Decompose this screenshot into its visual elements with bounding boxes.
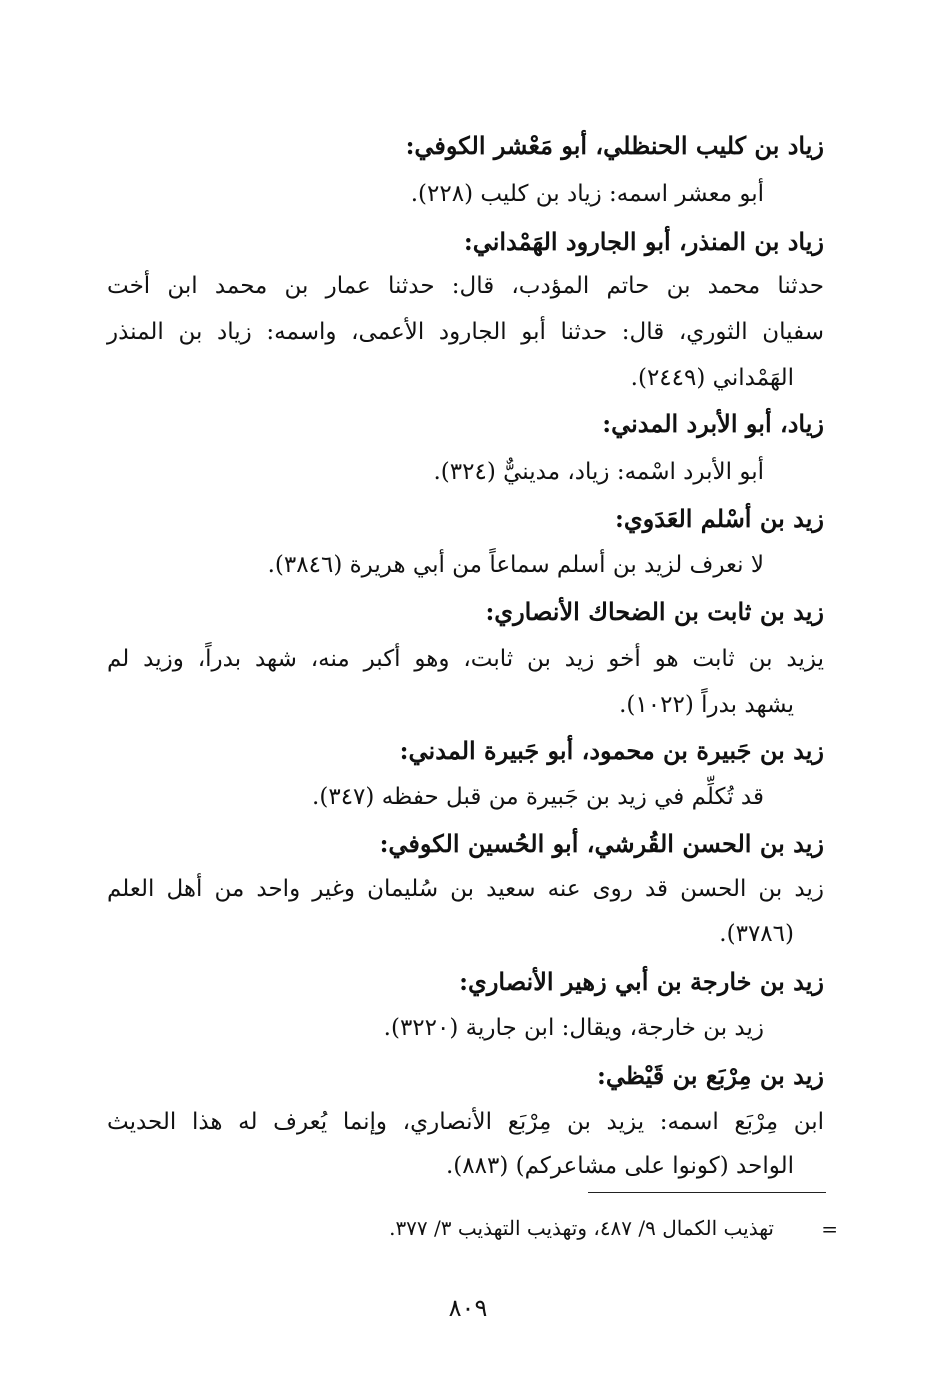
entry-text-line: يزيد بن ثابت هو أخو زيد بن ثابت، وهو أكبر منه، شهد بدراً، وزيد لم xyxy=(107,646,824,672)
entry-text-line: زيد بن الحسن قد روى عنه سعيد بن سُليمان وغير واحد من أهل العلم xyxy=(107,876,824,902)
entry-text-line: (٣٧٨٦). xyxy=(719,921,794,947)
entry-heading: زيد بن خارجة بن أبي زهير الأنصاري: xyxy=(459,967,824,996)
entry-heading: زياد، أبو الأبرد المدني: xyxy=(602,409,824,438)
entry-text-line: أبو معشر اسمه: زياد بن كليب (٢٢٨). xyxy=(410,181,764,207)
entry-text-line: الواحد (كونوا على مشاعركم) (٨٨٣). xyxy=(445,1153,794,1179)
entry-text-line: زيد بن خارجة، ويقال: ابن جارية (٣٢٢٠). xyxy=(383,1015,764,1041)
entry-heading: زيد بن أسْلم العَدَوي: xyxy=(615,504,824,533)
entry-heading: زياد بن المنذر، أبو الجارود الهَمْداني: xyxy=(463,227,824,256)
entry-text-line: قد تُكلِّم في زيد بن جَبيرة من قبل حفظه (٣٤٧). xyxy=(312,784,764,810)
entry-text-line: الهَمْداني (٢٤٤٩). xyxy=(630,365,794,391)
entry-heading: زياد بن كليب الحنظلي، أبو مَعْشر الكوفي: xyxy=(405,131,824,160)
entry-text-line: أبو الأبرد اسْمه: زياد، مدينيٌّ (٣٢٤). xyxy=(433,459,764,485)
entry-heading: زيد بن جَبيرة بن محمود، أبو جَبيرة المدني: xyxy=(399,736,824,765)
entry-text-line: حدثنا محمد بن حاتم المؤدب، قال: حدثنا عمار بن محمد ابن أخت xyxy=(107,273,824,299)
entry-text-line: سفيان الثوري، قال: حدثنا أبو الجارود الأعمى، واسمه: زياد بن المنذر xyxy=(107,319,824,345)
entry-text-line: ابن مِرْبَع اسمه: يزيد بن مِرْبَع الأنصاري، وإنما يُعرف له هذا الحديث xyxy=(107,1109,824,1135)
footnote-text: تهذيب الكمال ٩/ ٤٨٧، وتهذيب التهذيب ٣/ ٣٧٧. xyxy=(389,1216,774,1240)
entry-heading: زيد بن مِرْبَع بن قَيْظي: xyxy=(596,1061,824,1090)
entry-text-line: يشهد بدراً (١٠٢٢). xyxy=(619,692,794,718)
entry-heading: زيد بن الحسن القُرشي، أبو الحُسين الكوفي: xyxy=(379,829,824,858)
footnote-separator xyxy=(588,1192,826,1193)
entry-text-line: لا نعرف لزيد بن أسلم سماعاً من أبي هريرة (٣٨٤٦). xyxy=(267,552,764,578)
footnote-marker: = xyxy=(821,1217,838,1241)
page-number: ٨٠٩ xyxy=(448,1294,488,1322)
entry-heading: زيد بن ثابت بن الضحاك الأنصاري: xyxy=(485,597,824,626)
